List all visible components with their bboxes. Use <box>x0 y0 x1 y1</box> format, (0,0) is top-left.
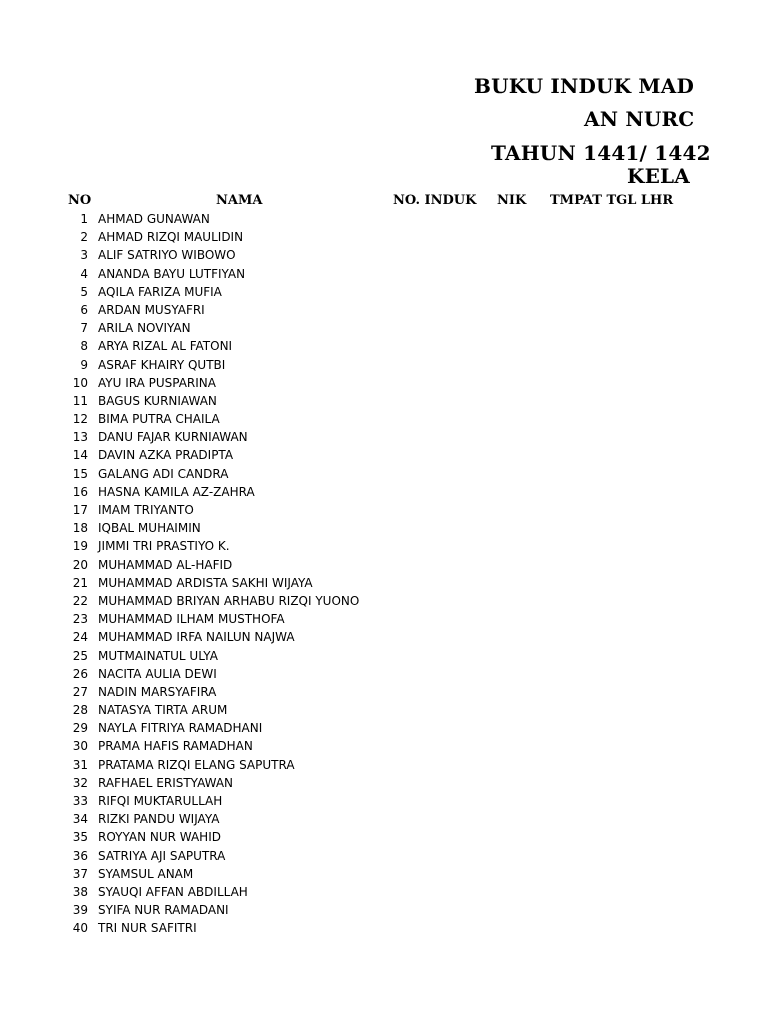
table-row <box>0 647 768 665</box>
student-name: MUHAMMAD ILHAM MUSTHOFA <box>98 612 285 627</box>
table-row <box>0 519 768 537</box>
table-row <box>0 901 768 919</box>
student-name: AYU IRA PUSPARINA <box>98 375 216 390</box>
student-name: MUHAMMAD BRIYAN ARHABU RIZQI YUONO <box>98 593 360 608</box>
student-name: IQBAL MUHAIMIN <box>98 521 201 536</box>
row-number: 12 <box>72 412 88 427</box>
row-number: 6 <box>80 302 88 317</box>
student-name: IMAM TRIYANTO <box>98 503 194 517</box>
row-number: 16 <box>72 484 88 499</box>
row-number: 7 <box>80 321 88 336</box>
student-name: MUHAMMAD IRFA NAILUN NAJWA <box>98 630 295 645</box>
student-name: ALIF SATRIYO WIBOWO <box>98 248 236 263</box>
student-name: NACITA AULIA DEWI <box>98 666 217 681</box>
row-number: 28 <box>72 703 88 718</box>
student-name: ANANDA BAYU LUTFIYAN <box>98 266 246 281</box>
table-row <box>0 774 768 792</box>
row-number: 14 <box>72 448 88 463</box>
row-number: 9 <box>80 357 88 372</box>
table-row <box>0 719 768 737</box>
table-row <box>0 410 768 428</box>
row-number: 23 <box>72 612 88 627</box>
row-number: 8 <box>80 339 88 354</box>
row-number: 24 <box>72 630 88 645</box>
table-row <box>0 610 768 628</box>
column-header-nama: NAMA <box>216 193 263 208</box>
table-row <box>0 446 768 464</box>
table-row <box>0 556 768 574</box>
student-name: ARYA RIZAL AL FATONI <box>98 339 233 354</box>
student-name: RIFQI MUKTARULLAH <box>98 794 223 808</box>
row-number: 15 <box>72 466 88 481</box>
table-row <box>0 465 768 483</box>
row-number: 10 <box>72 375 88 390</box>
student-name: PRATAMA RIZQI ELANG SAPUTRA <box>98 757 295 772</box>
table-row <box>0 537 768 555</box>
student-name: AHMAD GUNAWAN <box>98 212 210 226</box>
row-number: 3 <box>80 248 88 263</box>
title-block <box>0 0 711 200</box>
table-row <box>0 628 768 646</box>
table-row <box>0 483 768 501</box>
row-number: 40 <box>72 921 88 936</box>
student-name: SATRIYA AJI SAPUTRA <box>98 848 226 863</box>
row-number: 36 <box>72 848 88 863</box>
row-number: 37 <box>72 866 88 881</box>
student-name: JIMMI TRI PRASTIYO K. <box>98 539 230 554</box>
row-number: 25 <box>72 648 88 663</box>
row-number: 21 <box>72 575 88 590</box>
table-row <box>0 683 768 701</box>
table-row <box>0 337 768 355</box>
student-name: MUTMAINATUL ULYA <box>98 648 218 663</box>
table-row <box>0 847 768 865</box>
table-row <box>0 228 768 246</box>
row-number: 39 <box>72 903 88 918</box>
table-row <box>0 356 768 374</box>
row-number: 17 <box>72 503 88 517</box>
student-name: ARDAN MUSYAFRI <box>98 302 205 317</box>
student-name: AQILA FARIZA MUFIA <box>98 284 222 299</box>
row-number: 33 <box>72 794 88 808</box>
row-number: 1 <box>80 212 88 226</box>
row-number: 20 <box>72 557 88 572</box>
student-name: MUHAMMAD AL-HAFID <box>98 557 233 572</box>
student-name: ARILA NOVIYAN <box>98 321 191 336</box>
student-name: NAYLA FITRIYA RAMADHANI <box>98 721 263 736</box>
row-number: 11 <box>72 393 88 408</box>
table-row <box>0 701 768 719</box>
student-name: AHMAD RIZQI MAULIDIN <box>98 230 244 245</box>
column-header-no: NO <box>68 193 92 208</box>
table-row <box>0 392 768 410</box>
column-header-tmpat-tgl-lhr: TMPAT TGL LHR <box>550 193 674 208</box>
table-row <box>0 283 768 301</box>
table-row <box>0 919 768 937</box>
row-number: 2 <box>80 230 88 245</box>
student-name: DANU FAJAR KURNIAWAN <box>98 430 248 445</box>
table-row <box>0 865 768 883</box>
student-name: DAVIN AZKA PRADIPTA <box>98 448 234 463</box>
row-number: 4 <box>80 266 88 281</box>
table-row <box>0 737 768 755</box>
table-row <box>0 883 768 901</box>
table-row <box>0 428 768 446</box>
student-name: NADIN MARSYAFIRA <box>98 684 217 699</box>
column-header-nik: NIK <box>497 193 527 208</box>
table-row <box>0 665 768 683</box>
student-name: SYIFA NUR RAMADANI <box>98 903 229 918</box>
column-header-no-induk: NO. INDUK <box>393 193 477 208</box>
row-number: 30 <box>72 739 88 754</box>
table-row <box>0 374 768 392</box>
student-name: RIZKI PANDU WIJAYA <box>98 812 220 827</box>
row-number: 22 <box>72 593 88 608</box>
student-name: MUHAMMAD ARDISTA SAKHI WIJAYA <box>98 575 313 590</box>
table-row <box>0 210 768 228</box>
table-row <box>0 792 768 810</box>
table-row <box>0 810 768 828</box>
table-row <box>0 574 768 592</box>
student-name: TRI NUR SAFITRI <box>98 921 197 936</box>
student-name: HASNA KAMILA AZ-ZAHRA <box>98 484 255 499</box>
student-name: GALANG ADI CANDRA <box>98 466 229 481</box>
title-line-1: BUKU INDUK MAD <box>474 74 694 98</box>
table-row <box>0 592 768 610</box>
table-row <box>0 301 768 319</box>
title-line-2: AN NURC <box>584 107 695 131</box>
table-row <box>0 319 768 337</box>
row-number: 19 <box>72 539 88 554</box>
student-name: ROYYAN NUR WAHID <box>98 830 221 845</box>
row-number: 34 <box>72 812 88 827</box>
student-name: BAGUS KURNIAWAN <box>98 393 217 408</box>
title-line-4: KELA <box>627 164 691 188</box>
table-row <box>0 501 768 519</box>
student-name: NATASYA TIRTA ARUM <box>98 703 228 718</box>
row-number: 32 <box>72 775 88 790</box>
row-number: 18 <box>72 521 88 536</box>
row-number: 31 <box>72 757 88 772</box>
table-row <box>0 246 768 264</box>
title-line-3: TAHUN 1441/ 1442 <box>491 141 711 165</box>
table-row <box>0 265 768 283</box>
student-name: SYAMSUL ANAM <box>98 866 194 881</box>
table-row <box>0 828 768 846</box>
row-number: 5 <box>80 284 88 299</box>
row-number: 29 <box>72 721 88 736</box>
row-number: 35 <box>72 830 88 845</box>
student-name: SYAUQI AFFAN ABDILLAH <box>98 884 248 899</box>
table-row <box>0 756 768 774</box>
row-number: 27 <box>72 684 88 699</box>
student-name: ASRAF KHAIRY QUTBI <box>98 357 226 372</box>
student-name: BIMA PUTRA CHAILA <box>98 412 220 427</box>
row-number: 13 <box>72 430 88 445</box>
row-number: 38 <box>72 884 88 899</box>
student-name: PRAMA HAFIS RAMADHAN <box>98 739 253 754</box>
row-number: 26 <box>72 666 88 681</box>
student-name: RAFHAEL ERISTYAWAN <box>98 775 234 790</box>
student-list <box>0 210 768 938</box>
